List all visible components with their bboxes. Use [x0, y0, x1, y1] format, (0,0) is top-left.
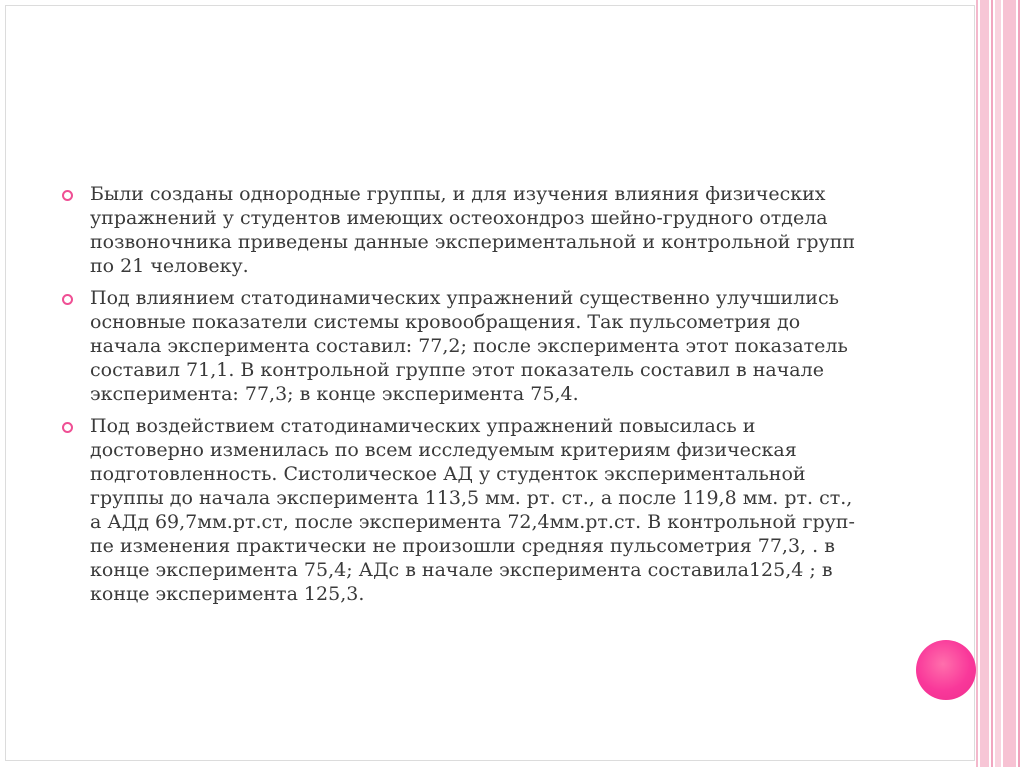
stripe [980, 0, 989, 767]
stripe [995, 0, 1001, 767]
stripe [1003, 0, 1016, 767]
bullet-icon [62, 422, 73, 433]
stripe [1018, 0, 1020, 767]
bullet-text: Под воздействием статодинамических упражнений повысилась и достоверно изменилась по всем исследуемым критериям физическая подготовленность. Систолическое АД у студенток экспериментальной группы до начала эксперимента 113,5 мм. рт. ст., а после 119,8 мм. рт. ст., а АДд 69,7мм.рт.ст, после эксперимента 72,4мм.рт.ст. В контрольной груп- пе изменения практически не произошли средняя пульсометрия 77,3, . в конце эксперимента 75,4; АДс в начале эксперимента составила125,4 ; в конце эксперимента 125,3. [90, 415, 855, 605]
bullet-text: Под влиянием статодинамических упражнений существенно улучшились основные показатели системы кровообращения. Так пульсометрия до начала эксперимента составил: 77,2; после эксперимента этот показатель составил 71,1. В контрольной группе этот показатель составил в начале эксперимента: 77,3; в конце эксперимента 75,4. [90, 287, 848, 405]
bullet-icon [62, 190, 73, 201]
bullet-item [62, 414, 862, 606]
stripe [976, 0, 978, 767]
stripe [991, 0, 993, 767]
bullet-item [62, 286, 862, 406]
bullet-text: Были созданы однородные группы, и для изучения влияния физических упражнений у студентов имеющих остеохондроз шейно-грудного отдела позвоночника приведены данные экспериментальной и контрольной групп по 21 человеку. [90, 183, 856, 277]
bullet-icon [62, 294, 73, 305]
decorative-stripes [976, 0, 1024, 767]
bullet-item [62, 182, 862, 278]
decorative-circle [916, 640, 976, 700]
slide-content [62, 182, 862, 614]
